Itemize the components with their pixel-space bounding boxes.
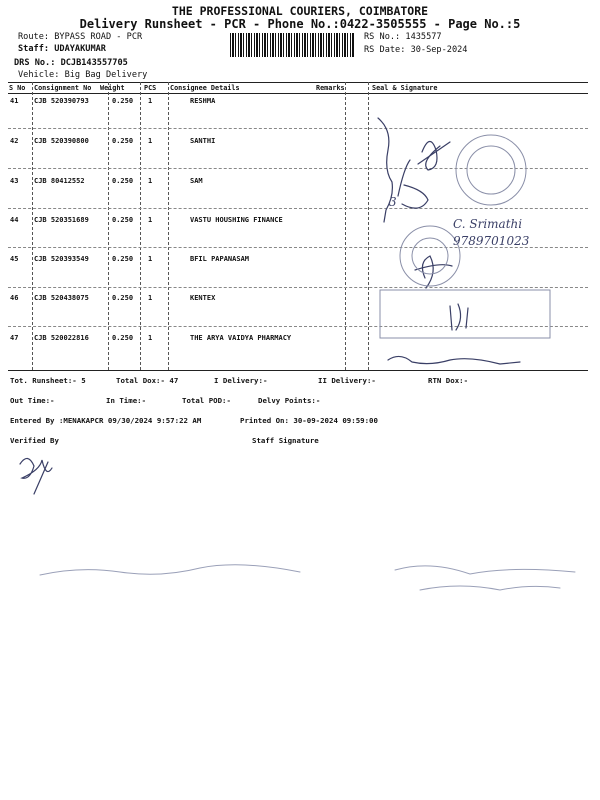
row-weight: 0.250 (112, 177, 134, 185)
printed-on: Printed On: 30-09-2024 09:59:00 (240, 416, 378, 425)
row-consignment-no: CJB 520390793 (34, 97, 89, 105)
row-sno: 41 (10, 97, 19, 105)
row-consignee: THE ARYA VAIDYA PHARMACY (190, 334, 292, 342)
row-pcs: 1 (148, 216, 153, 224)
handwritten-phone: 9789701023 (453, 234, 530, 248)
in-time: In Time:- (106, 396, 147, 405)
runsheet-subtitle: Delivery Runsheet - PCR - Phone No.:0422-3505555 - Page No.:5 (79, 17, 521, 31)
row-consignment-no: CJB 520393549 (34, 255, 89, 263)
column-header-remarks: Remarks (316, 84, 345, 92)
row-sno: 45 (10, 255, 19, 263)
row-consignment-no: CJB 520022816 (34, 334, 89, 342)
i-delivery: I Delivery:- (214, 376, 268, 385)
row-weight: 0.250 (112, 216, 134, 224)
row-pcs: 1 (148, 294, 153, 302)
row-weight: 0.250 (112, 334, 134, 342)
delvy-points: Delvy Points:- (258, 396, 321, 405)
route-text: Route: BYPASS ROAD - PCR (18, 32, 143, 42)
total-pod: Total POD:- (182, 396, 231, 405)
company-title: THE PROFESSIONAL COURIERS, COIMBATORE (171, 4, 429, 18)
row-pcs: 1 (148, 255, 153, 263)
row-pcs: 1 (148, 177, 153, 185)
column-header-consignee: Consignee Details (170, 84, 240, 92)
total-dox: Total Dox:- 47 (116, 376, 179, 385)
ii-delivery: II Delivery:- (318, 376, 376, 385)
column-header-weight: Weight (100, 84, 125, 92)
out-time: Out Time:- (10, 396, 55, 405)
row-pcs: 1 (148, 137, 153, 145)
row-sno: 44 (10, 216, 19, 224)
row-sno: 43 (10, 177, 19, 185)
row-consignment-no: CJB 80412552 (34, 177, 85, 185)
total-runsheet: Tot. Runsheet:- 5 (10, 376, 86, 385)
column-header-sno: S No (9, 84, 26, 92)
row-consignment-no: CJB 520351689 (34, 216, 89, 224)
row-pcs: 1 (148, 97, 153, 105)
vehicle-text: Vehicle: Big Bag Delivery (18, 70, 148, 80)
row-weight: 0.250 (112, 97, 134, 105)
staff-name: UDAYAKUMAR (54, 44, 106, 54)
row-consignee: SAM (190, 177, 203, 185)
handwritten-mark: 3 (389, 195, 397, 209)
row-consignee: SANTHI (190, 137, 216, 145)
row-sno: 47 (10, 334, 19, 342)
column-header-seal-signature: Seal & Signature (372, 84, 438, 92)
drs-number: DRS No.: DCJB143557705 (14, 58, 128, 68)
entered-by: Entered By :MENAKAPCR 09/30/2024 9:57:22 AM (10, 416, 202, 425)
column-header-consignment: Consignment No (34, 84, 92, 92)
row-sno: 42 (10, 137, 19, 145)
verified-by: Verified By (10, 436, 59, 445)
row-weight: 0.250 (112, 294, 134, 302)
rs-number: RS No.: 1435577 (364, 32, 442, 42)
row-weight: 0.250 (112, 137, 134, 145)
row-consignee: BFIL PAPANASAM (190, 255, 250, 263)
row-consignment-no: CJB 520390800 (34, 137, 89, 145)
row-pcs: 1 (148, 334, 153, 342)
row-consignee: VASTU HOUSHING FINANCE (190, 216, 283, 224)
row-weight: 0.250 (112, 255, 134, 263)
rs-date: RS Date: 30-Sep-2024 (364, 45, 468, 55)
row-consignment-no: CJB 520438075 (34, 294, 89, 302)
row-sno: 46 (10, 294, 19, 302)
rtn-dox: RTN Dox:- (428, 376, 469, 385)
column-header-pcs: PCS (144, 84, 157, 92)
staff-label: Staff: (18, 44, 50, 54)
row-consignee: RESHMA (190, 97, 216, 105)
staff-signature: Staff Signature (252, 436, 319, 445)
handwritten-name: C. Srimathi (453, 217, 523, 231)
row-consignee: KENTEX (190, 294, 216, 302)
